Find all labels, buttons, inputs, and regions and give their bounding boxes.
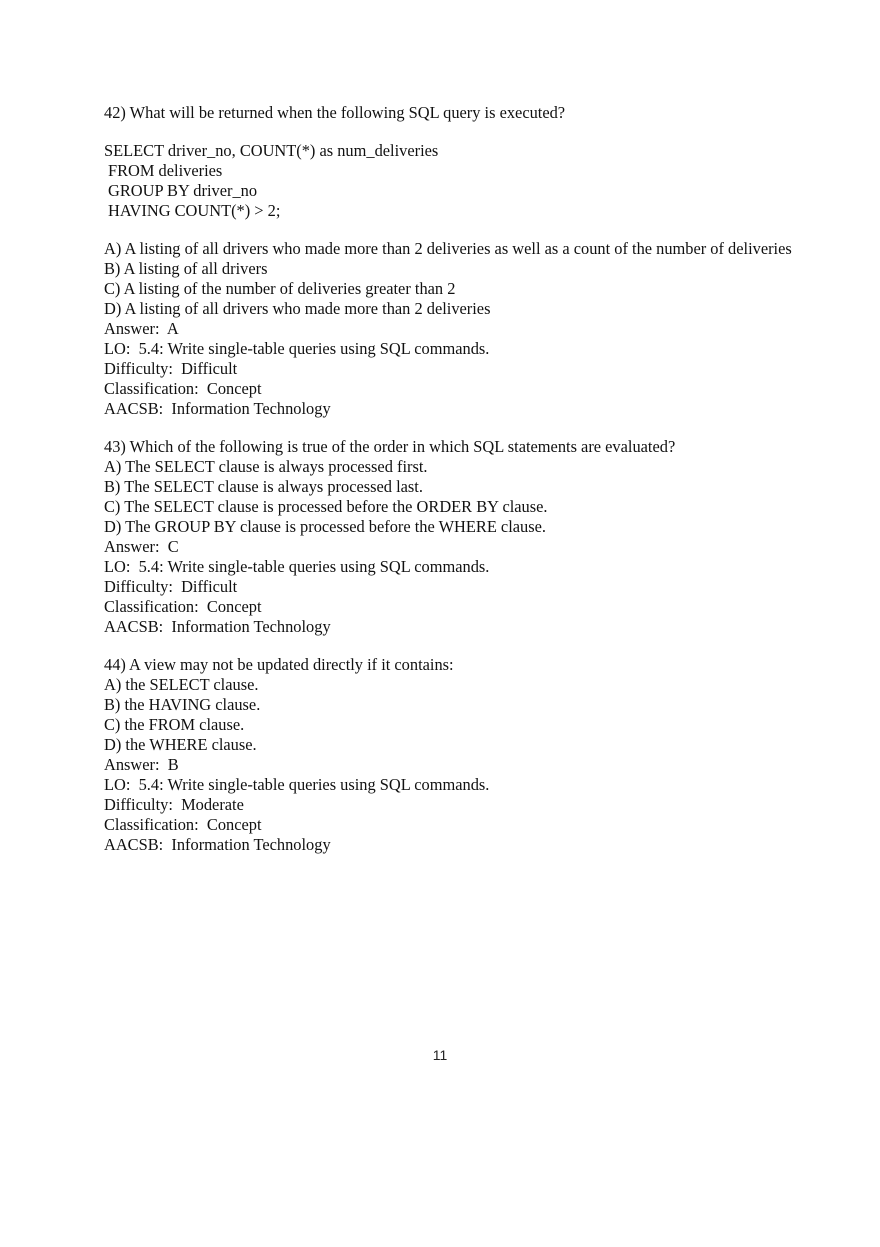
option-b: B) A listing of all drivers — [104, 259, 268, 278]
learning-objective: LO: 5.4: Write single-table queries using SQL commands. — [104, 775, 490, 794]
option-a: A) The SELECT clause is always processed first. — [104, 457, 428, 476]
option-d: D) the WHERE clause. — [104, 735, 257, 754]
aacsb: AACSB: Information Technology — [104, 835, 331, 854]
classification: Classification: Concept — [104, 379, 262, 398]
option-c: C) The SELECT clause is processed before the ORDER BY clause. — [104, 497, 548, 516]
answer-options — [104, 675, 794, 755]
option-c: C) A listing of the number of deliveries greater than 2 — [104, 279, 456, 298]
option-d: D) A listing of all drivers who made more than 2 deliveries — [104, 299, 491, 318]
sql-code-block — [104, 141, 794, 221]
question-stem: 43) Which of the following is true of the order in which SQL statements are evaluated? — [104, 437, 676, 456]
classification: Classification: Concept — [104, 597, 262, 616]
page-number: 11 — [432, 1047, 448, 1063]
question-stem: 42) What will be returned when the following SQL query is executed? — [104, 103, 566, 122]
aacsb: AACSB: Information Technology — [104, 399, 331, 418]
learning-objective: LO: 5.4: Write single-table queries using SQL commands. — [104, 557, 490, 576]
difficulty: Difficulty: Difficult — [104, 577, 238, 596]
page-content — [104, 103, 794, 873]
sql-line: HAVING COUNT(*) > 2; — [108, 201, 281, 220]
question-stem: 44) A view may not be updated directly if it contains: — [104, 655, 454, 674]
question-43 — [104, 437, 794, 637]
learning-objective: LO: 5.4: Write single-table queries using SQL commands. — [104, 339, 490, 358]
answer-line: Answer: C — [104, 537, 179, 556]
option-b: B) the HAVING clause. — [104, 695, 261, 714]
question-42 — [104, 103, 794, 419]
answer-options — [104, 457, 794, 537]
sql-line: FROM deliveries — [108, 161, 223, 180]
difficulty: Difficulty: Moderate — [104, 795, 244, 814]
option-a: A) the SELECT clause. — [104, 675, 259, 694]
sql-line: GROUP BY driver_no — [108, 181, 258, 200]
option-b: B) The SELECT clause is always processed last. — [104, 477, 423, 496]
question-44 — [104, 655, 794, 855]
answer-line: Answer: A — [104, 319, 179, 338]
option-c: C) the FROM clause. — [104, 715, 245, 734]
option-a: A) A listing of all drivers who made more than 2 deliveries as well as a count of the number of deliveries — [104, 239, 792, 258]
difficulty: Difficulty: Difficult — [104, 359, 238, 378]
aacsb: AACSB: Information Technology — [104, 617, 331, 636]
option-d: D) The GROUP BY clause is processed before the WHERE clause. — [104, 517, 546, 536]
answer-options — [104, 239, 794, 319]
sql-line: SELECT driver_no, COUNT(*) as num_deliveries — [104, 141, 439, 160]
answer-line: Answer: B — [104, 755, 179, 774]
classification: Classification: Concept — [104, 815, 262, 834]
